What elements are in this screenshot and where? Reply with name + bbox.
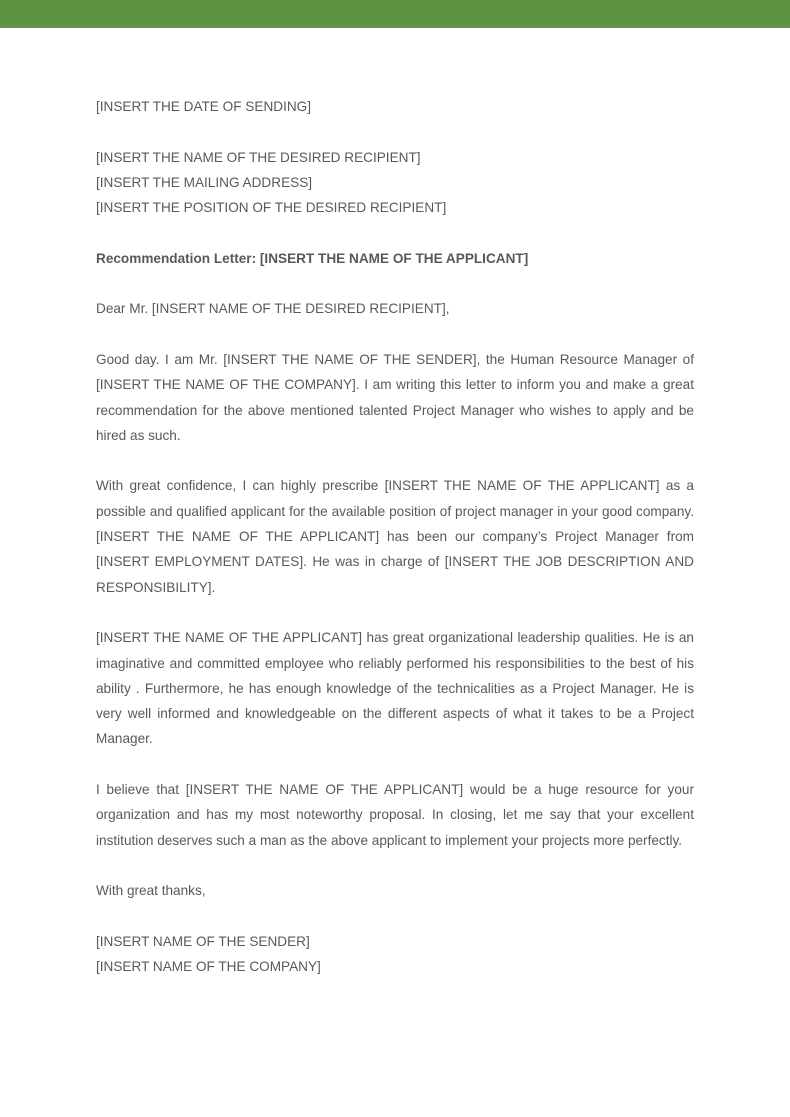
salutation: Dear Mr. [INSERT NAME OF THE DESIRED RECIPIENT], — [96, 301, 450, 317]
signature-company: [INSERT NAME OF THE COMPANY] — [96, 959, 321, 975]
paragraph-introduction: Good day. I am Mr. [INSERT THE NAME OF THE SENDER], the Human Resource Manager of [INSERT THE NAME OF THE COMPANY]. I am writing this letter to inform you and make a great recommendation for the above mentioned talented Project Manager who wishes to apply and be hired as such. — [96, 351, 694, 443]
spacer — [96, 322, 694, 347]
spacer — [96, 271, 694, 296]
recipient-name: [INSERT THE NAME OF THE DESIRED RECIPIENT] — [96, 149, 421, 165]
spacer — [96, 220, 694, 245]
closing: With great thanks, — [96, 883, 206, 899]
subject-line: Recommendation Letter: [INSERT THE NAME OF THE APPLICANT] — [96, 250, 529, 266]
signature-block — [96, 929, 694, 980]
paragraph-recommendation: With great confidence, I can highly prescribe [INSERT THE NAME OF THE APPLICANT] as a possible and qualified applicant for the available position of project manager in your good company. [INSERT THE NAME OF THE APPLICANT] has been our company’s Project Manager from [INSERT EMPLOYMENT DATES]. He was in charge of [INSERT THE JOB DESCRIPTION AND RESPONSIBILITY]. — [96, 478, 694, 595]
letter-body — [96, 94, 694, 979]
recipient-address: [INSERT THE MAILING ADDRESS] — [96, 174, 313, 190]
spacer — [96, 904, 694, 929]
date-line: [INSERT THE DATE OF SENDING] — [96, 99, 312, 114]
paragraph-qualities: [INSERT THE NAME OF THE APPLICANT] has great organizational leadership qualities. He is an imaginative and committed employee who reliably performed his responsibilities to the best of his ability . Furthermore, he has enough knowledge of the technicalities as a Project Manager. He is very well informed and knowledgeable on the different aspects of what it takes to be a Project Manager. — [96, 630, 694, 747]
paragraph-conclusion: I believe that [INSERT THE NAME OF THE APPLICANT] would be a huge resource for your organization and has my most noteworthy proposal. In closing, let me say that your excellent institution deserves such a man as the above applicant to implement your projects more perfectly. — [96, 782, 694, 848]
recipient-block — [96, 145, 694, 221]
signature-sender: [INSERT NAME OF THE SENDER] — [96, 933, 310, 949]
spacer — [96, 119, 694, 144]
header-color-bar — [0, 0, 790, 28]
recipient-position: [INSERT THE POSITION OF THE DESIRED RECIPIENT] — [96, 200, 447, 216]
